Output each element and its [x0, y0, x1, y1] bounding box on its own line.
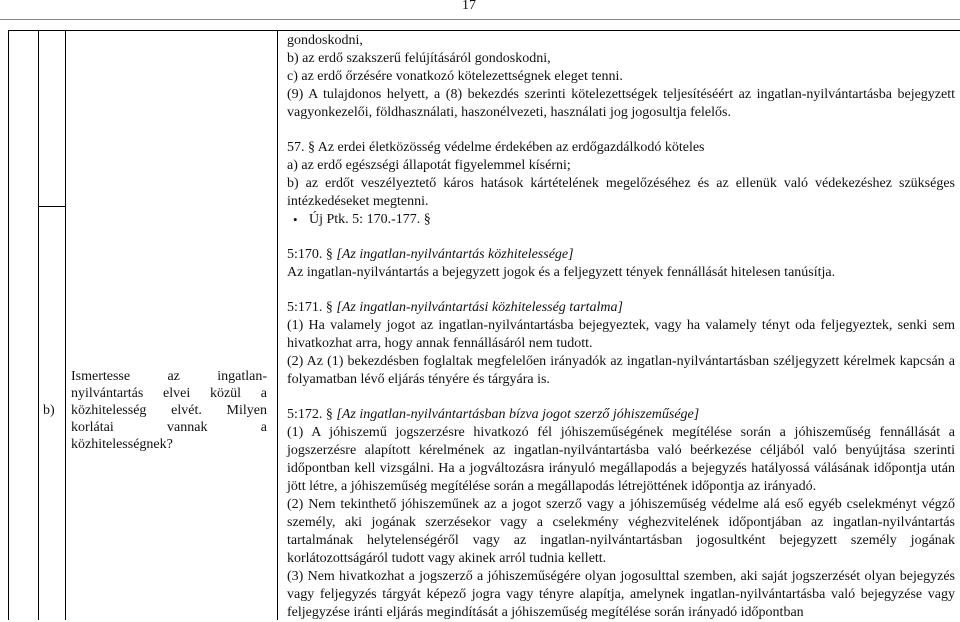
paragraph: (2) Az (1) bekezdésben foglaltak megfelelően irányadók az ingatlan-nyilvántartásban széljegyzett kérelmek kapcsán a folyamatban lévő eljárás tényére és tárgyára is. [287, 353, 955, 389]
paragraph: (1) A jóhiszemű jogszerzésre hivatkozó fél jóhiszeműségének megítélése során a jóhiszeműség fennállását a jogszerzésre alapított kérelmének az ingatlan-nyilvántartásba való beérkezése céljából való benyújtása szerinti időpontban kell vizsgálni. Ha a jogváltozásra irányuló megállapodás a bejegyzés hatályossá válásának időpontja után jött létre, a jóhiszeműség megítélése során a megállapodás létrejöttének időpontja az irányadó. [287, 424, 955, 496]
column-divider-1 [38, 30, 39, 620]
paragraph: b) az erdő szakszerű felújításáról gondoskodni, [287, 50, 955, 68]
section-number: 5:170. § [287, 247, 333, 262]
question-text: Ismertesse az ingatlan-nyilvántartás elvei közül a közhitelesség elvét. Milyen korlátai vannak a közhitelességnek? [71, 368, 267, 453]
paragraph: (9) A tulajdonos helyett, a (8) bekezdés szerinti kötelezettségek teljesítéséért az ingatlan-nyilvántartásba bejegyzett vagyonkezelői, földhasználati, haszonélvezeti, használati jog jogosultja felelős. [287, 86, 955, 122]
section-title: [Az ingatlan-nyilvántartásban bízva jogot szerző jóhiszeműsége] [336, 407, 699, 422]
paragraph: (1) Ha valamely jogot az ingatlan-nyilvántartásba bejegyeztek, vagy ha valamely tényt oda feljegyeztek, senki sem hivatkozhat arra, hogy annak fennállásáról nem tudott. [287, 317, 955, 353]
paragraph: b) az erdőt veszélyeztető káros hatások kártételének megelőzéséhez és az ellenük való védekezéshez szükséges intézkedéseket megtenni. [287, 175, 955, 211]
bullet-item: • Új Ptk. 5: 170.-177. § [287, 211, 955, 229]
section-heading-5-171 [287, 299, 955, 317]
paragraph: c) az erdő őrzésére vonatkozó kötelezettségnek eleget tenni. [287, 68, 955, 86]
section-heading-5-172 [287, 406, 955, 424]
section-heading-5-170 [287, 246, 955, 264]
paragraph: Az ingatlan-nyilvántartás a bejegyzett jogok és a feljegyzett tények fennállását hitelesen tanúsítja. [287, 264, 955, 282]
section-57: 57. § Az erdei életközösség védelme érdekében az erdőgazdálkodó köteles [287, 139, 955, 157]
page-number: 17 [462, 0, 476, 14]
table-left-border [8, 30, 9, 620]
paragraph: (3) Nem hivatkozhat a jogszerző a jóhiszeműségére olyan jogosulttal szemben, aki saját jogszerzését olyan bejegyzés vagy feljegyzés tárgyát képező jogra vagy tényre alapítja, amelynek ingatlan-nyilvántartásba való bejegyzése vagy feljegyzése iránti eljárás megindítását a jóhiszeműség megítélése során irányadó időpontban [287, 568, 955, 622]
paragraph: gondoskodni, [287, 32, 955, 50]
header-rule [0, 19, 960, 20]
section-title: [Az ingatlan-nyilvántartási közhitelesség tartalma] [336, 300, 623, 315]
paragraph: (2) Nem tekinthető jóhiszeműnek az a jogot szerző vagy a jóhiszeműség védelme alá eső egyéb cselekményt végző személy, aki jogának szerzésekor vagy a cselekmény véghezvitelének időpontjában az ingatlan-nyilvántartás tartalmának helytelenségéről vagy az ingatlan-nyilvántartásban jogosultként bejegyzett személy jogának korlátozottságáról tudott vagy akinek arról tudnia kellett. [287, 496, 955, 568]
column-divider-3 [277, 30, 278, 620]
section-number: 5:172. § [287, 407, 333, 422]
section-number: 5:171. § [287, 300, 333, 315]
section-title: [Az ingatlan-nyilvántartás közhitelessége] [336, 247, 573, 262]
row-letter: b) [43, 403, 55, 419]
row-divider [38, 206, 65, 207]
column-divider-2 [65, 30, 66, 620]
table-top-border [8, 30, 960, 31]
answer-content [287, 32, 955, 622]
paragraph: a) az erdő egészségi állapotát figyelemmel kísérni; [287, 157, 955, 175]
